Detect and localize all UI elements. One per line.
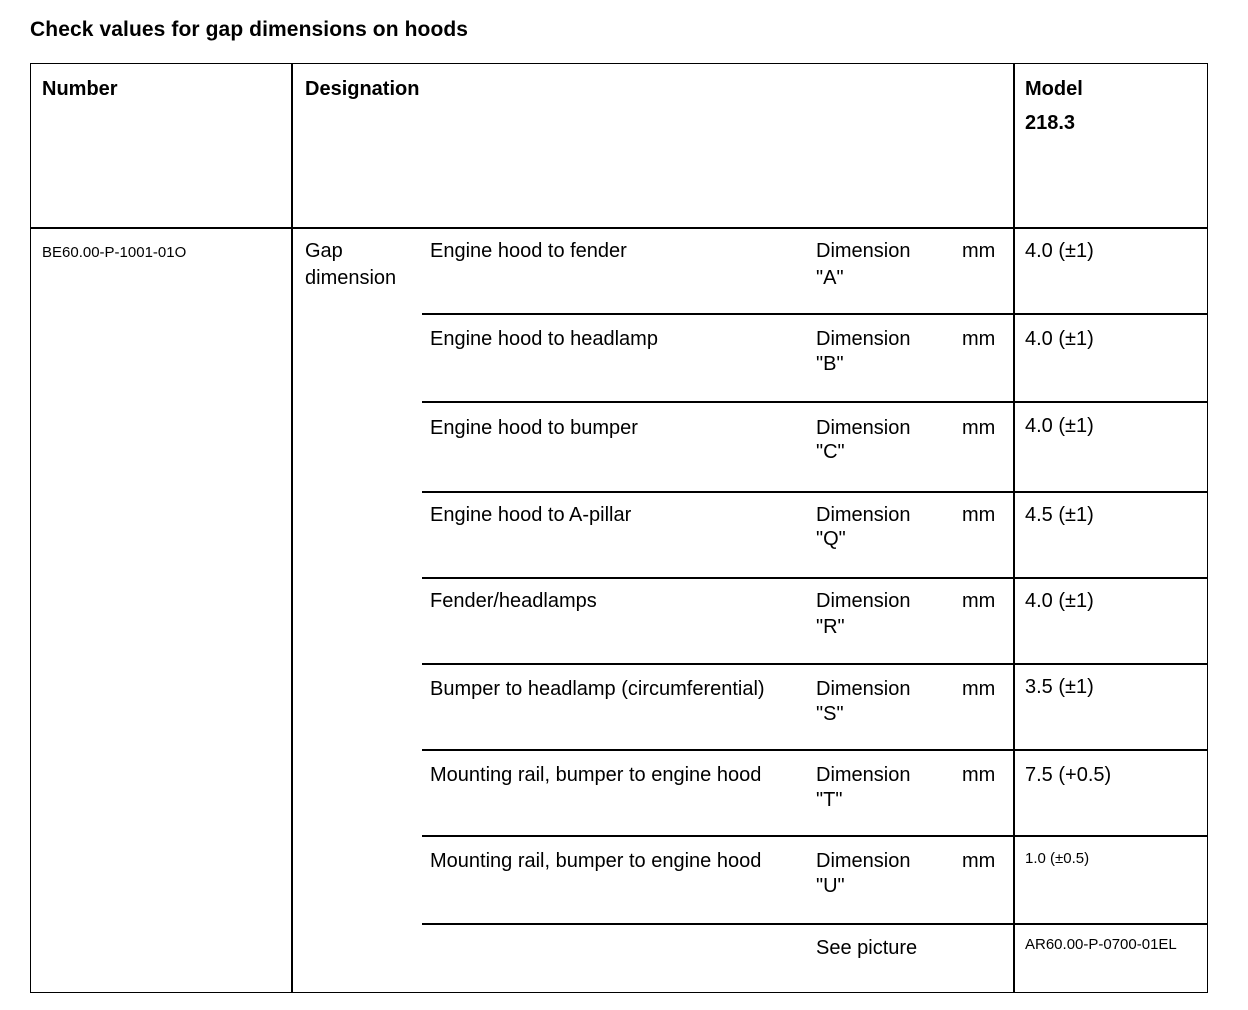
- row-value: 7.5 (+0.5): [1025, 764, 1112, 786]
- row-description: Bumper to headlamp (circumferential): [430, 678, 765, 700]
- row-description: Engine hood to bumper: [430, 417, 638, 439]
- row-dimension-letter: "C": [816, 441, 845, 463]
- row-dimension-label: Dimension: [816, 417, 911, 439]
- row-dimension-letter: "Q": [816, 528, 846, 550]
- row-unit: mm: [962, 764, 996, 786]
- picture-reference[interactable]: AR60.00-P-0700-01EL: [1025, 936, 1177, 953]
- see-picture-label: See picture: [816, 937, 918, 959]
- row-value: 4.5 (±1): [1025, 504, 1094, 526]
- row-unit: mm: [962, 328, 996, 350]
- row-dimension-label: Dimension: [816, 590, 911, 612]
- row-value: 3.5 (±1): [1025, 676, 1094, 698]
- column-divider-number: [291, 63, 293, 993]
- row-dimension-label: Dimension: [816, 504, 911, 526]
- row-dimension-label: Dimension: [816, 850, 911, 872]
- header-designation: Designation: [305, 78, 420, 100]
- row-dimension-label: Dimension: [816, 764, 911, 786]
- row-description: Mounting rail, bumper to engine hood: [430, 850, 762, 872]
- row-description: Engine hood to A-pillar: [430, 504, 632, 526]
- row-value: 4.0 (±1): [1025, 240, 1094, 262]
- row-unit: mm: [962, 590, 996, 612]
- row-description: Fender/headlamps: [430, 590, 597, 612]
- row-dimension-label: Dimension: [816, 678, 911, 700]
- document-number: BE60.00-P-1001-01O: [42, 244, 187, 261]
- row-dimension-letter: "B": [816, 353, 844, 375]
- row-value: 1.0 (±0.5): [1025, 850, 1090, 867]
- row-dimension-letter: "A": [816, 267, 844, 289]
- row-dimension-letter: "U": [816, 875, 845, 897]
- document-title: Check values for gap dimensions on hoods: [30, 18, 469, 41]
- row-unit: mm: [962, 678, 996, 700]
- row-unit: mm: [962, 417, 996, 439]
- row-description: Mounting rail, bumper to engine hood: [430, 764, 762, 786]
- header-number: Number: [42, 78, 118, 100]
- row-divider: [422, 923, 1208, 925]
- column-divider-model: [1013, 63, 1015, 993]
- row-dimension-label: Dimension: [816, 328, 911, 350]
- row-dimension-letter: "R": [816, 616, 845, 638]
- row-value: 4.0 (±1): [1025, 328, 1094, 350]
- group-label-line1: Gap: [305, 240, 343, 262]
- group-label-line2: dimension: [305, 267, 397, 289]
- row-value: 4.0 (±1): [1025, 590, 1094, 612]
- row-divider: [422, 835, 1208, 837]
- row-unit: mm: [962, 504, 996, 526]
- row-unit: mm: [962, 850, 996, 872]
- row-divider: [422, 491, 1208, 493]
- header-divider: [30, 227, 1208, 229]
- row-divider: [422, 577, 1208, 579]
- row-description: Engine hood to fender: [430, 240, 627, 262]
- row-divider: [422, 749, 1208, 751]
- row-divider: [422, 313, 1208, 315]
- row-divider: [422, 663, 1208, 665]
- row-description: Engine hood to headlamp: [430, 328, 658, 350]
- header-model: Model: [1025, 78, 1083, 100]
- row-value: 4.0 (±1): [1025, 415, 1094, 437]
- row-dimension-letter: "T": [816, 789, 843, 811]
- row-dimension-letter: "S": [816, 703, 844, 725]
- header-model-value: 218.3: [1025, 112, 1076, 134]
- row-unit: mm: [962, 240, 996, 262]
- row-dimension-label: Dimension: [816, 240, 911, 262]
- row-divider: [422, 401, 1208, 403]
